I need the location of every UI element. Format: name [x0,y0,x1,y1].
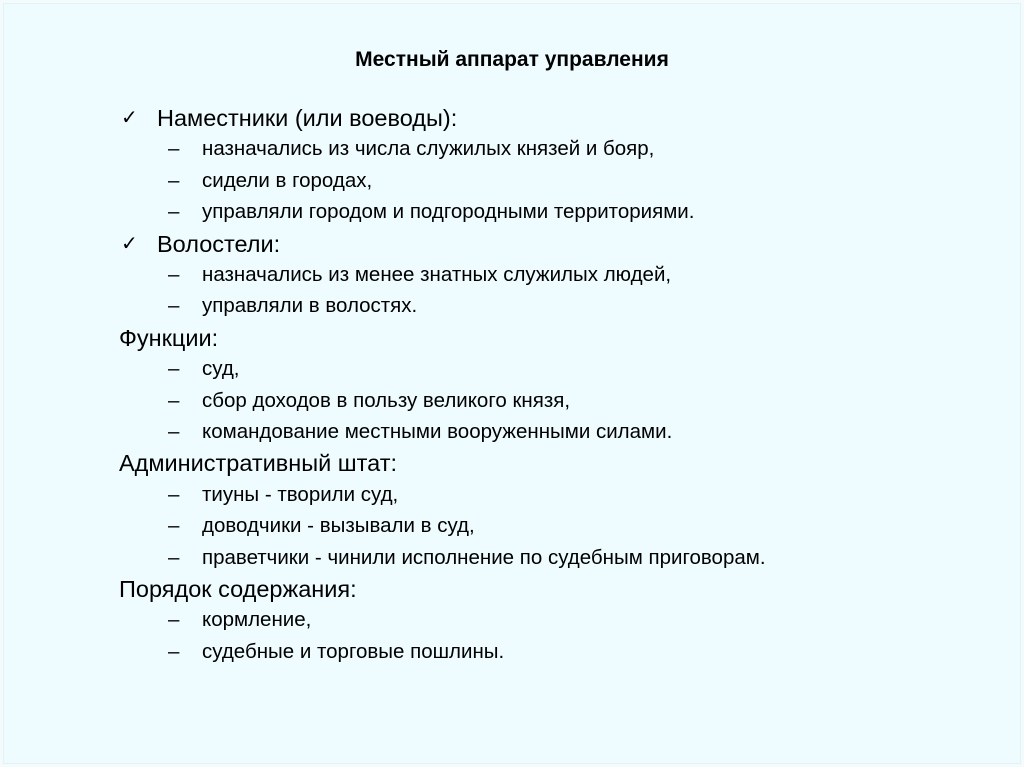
dash-bullet: – [168,357,180,381]
item-text: назначались из менее знатных служилых людей, [202,263,672,286]
dash-bullet: – [168,168,180,192]
dash-bullet: – [168,545,180,569]
item-text: командование местными вооруженными силами. [202,420,673,443]
item-text: Волостели: [157,230,281,257]
item-text: назначались из числа служилых князей и бояр, [202,137,655,161]
dash-bullet: – [168,263,180,286]
item-text: Функции: [119,324,219,351]
item-text: тиуны - творили суд, [202,482,399,506]
slide-title: Местный аппарат управления [355,48,669,71]
dash-bullet: – [168,608,180,632]
dash-bullet: – [168,482,180,506]
dash-bullet: – [168,294,180,318]
dash-bullet: – [168,639,180,663]
item-text: Административный штат: [119,450,398,477]
item-text: доводчики - вызывали в суд, [202,514,475,538]
item-text: Наместники (или воеводы): [157,105,458,131]
item-text: судебные и торговые пошлины. [202,639,505,663]
item-text: кормление, [202,608,312,632]
item-text: суд, [202,357,240,381]
dash-bullet: – [168,200,180,224]
item-text: управляли в волостях. [202,294,418,318]
dash-bullet: – [168,137,180,161]
checkmark-icon: ✓ [121,107,138,129]
item-text: управляли городом и подгородными территориями. [202,200,695,224]
item-text: сидели в городах, [202,168,373,192]
item-text: Порядок содержания: [119,576,357,602]
checkmark-icon: ✓ [121,232,138,255]
item-text: сбор доходов в пользу великого князя, [202,388,571,412]
dash-bullet: – [168,514,180,538]
dash-bullet: – [168,420,180,443]
item-text: праветчики - чинили исполнение по судебным приговорам. [202,545,766,569]
dash-bullet: – [168,388,180,412]
slide [3,3,1021,764]
